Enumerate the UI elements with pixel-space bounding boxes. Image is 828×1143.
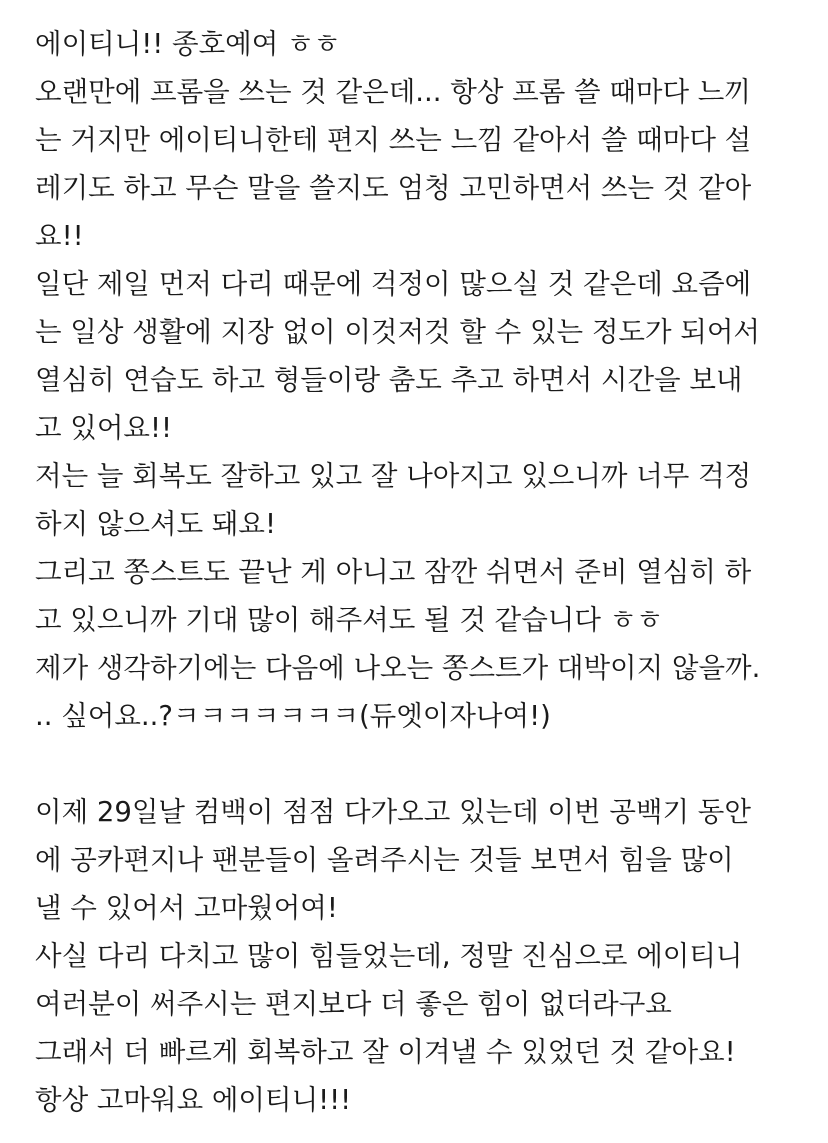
text-line: 저는 늘 회복도 잘하고 있고 잘 나아지고 있으니까 너무 걱정 — [35, 460, 752, 492]
message-body — [35, 20, 805, 1124]
text-line: 하지 않으셔도 돼요! — [35, 508, 277, 540]
text-line: 열심히 연습도 하고 형들이랑 춤도 추고 하면서 시간을 보내 — [35, 364, 743, 396]
text-line: 제가 생각하기에는 다음에 나오는 쫑스트가 대박이지 않을까. — [35, 652, 761, 684]
paragraph-1 — [35, 20, 805, 740]
text-line: 이제 29일날 컴백이 점점 다가오고 있는데 이번 공백기 동안 — [35, 796, 751, 828]
paragraph-gap — [35, 740, 805, 788]
text-line: .. 싶어요..?ㅋㅋㅋㅋㅋㅋㅋ(듀엣이자나여!) — [35, 700, 551, 732]
text-line: 일단 제일 먼저 다리 때문에 걱정이 많으실 것 같은데 요즘에 — [35, 268, 752, 300]
text-line: 오랜만에 프롬을 쓰는 것 같은데... 항상 프롬 쓸 때마다 느끼 — [35, 76, 751, 108]
text-line: 고 있으니까 기대 많이 해주셔도 될 것 같습니다 ㅎㅎ — [35, 604, 663, 636]
text-line: 에이티니!! 종호예여 ㅎㅎ — [35, 28, 341, 60]
text-line: 레기도 하고 무슨 말을 쓸지도 엄청 고민하면서 쓰는 것 같아 — [35, 172, 752, 204]
text-line: 낼 수 있어서 고마웠어여! — [35, 892, 338, 924]
text-line: 고 있어요!! — [35, 412, 173, 444]
text-line: 여러분이 써주시는 편지보다 더 좋은 힘이 없더라구요 — [35, 988, 672, 1020]
text-line: 요!! — [35, 220, 84, 252]
text-line: 항상 고마워요 에이티니!!! — [35, 1084, 352, 1116]
text-line: 그리고 쫑스트도 끝난 게 아니고 잠깐 쉬면서 준비 열심히 하 — [35, 556, 752, 588]
text-line: 는 거지만 에이티니한테 편지 쓰는 느낌 같아서 쓸 때마다 설 — [35, 124, 752, 156]
text-line: 그래서 더 빠르게 회복하고 잘 이겨낼 수 있었던 것 같아요! — [35, 1036, 736, 1068]
text-line: 는 일상 생활에 지장 없이 이것저것 할 수 있는 정도가 되어서 — [35, 316, 760, 348]
text-line: 사실 다리 다치고 많이 힘들었는데, 정말 진심으로 에이티니 — [35, 940, 743, 972]
paragraph-2 — [35, 788, 805, 1124]
text-line: 에 공카편지나 팬분들이 올려주시는 것들 보면서 힘을 많이 — [35, 844, 734, 876]
